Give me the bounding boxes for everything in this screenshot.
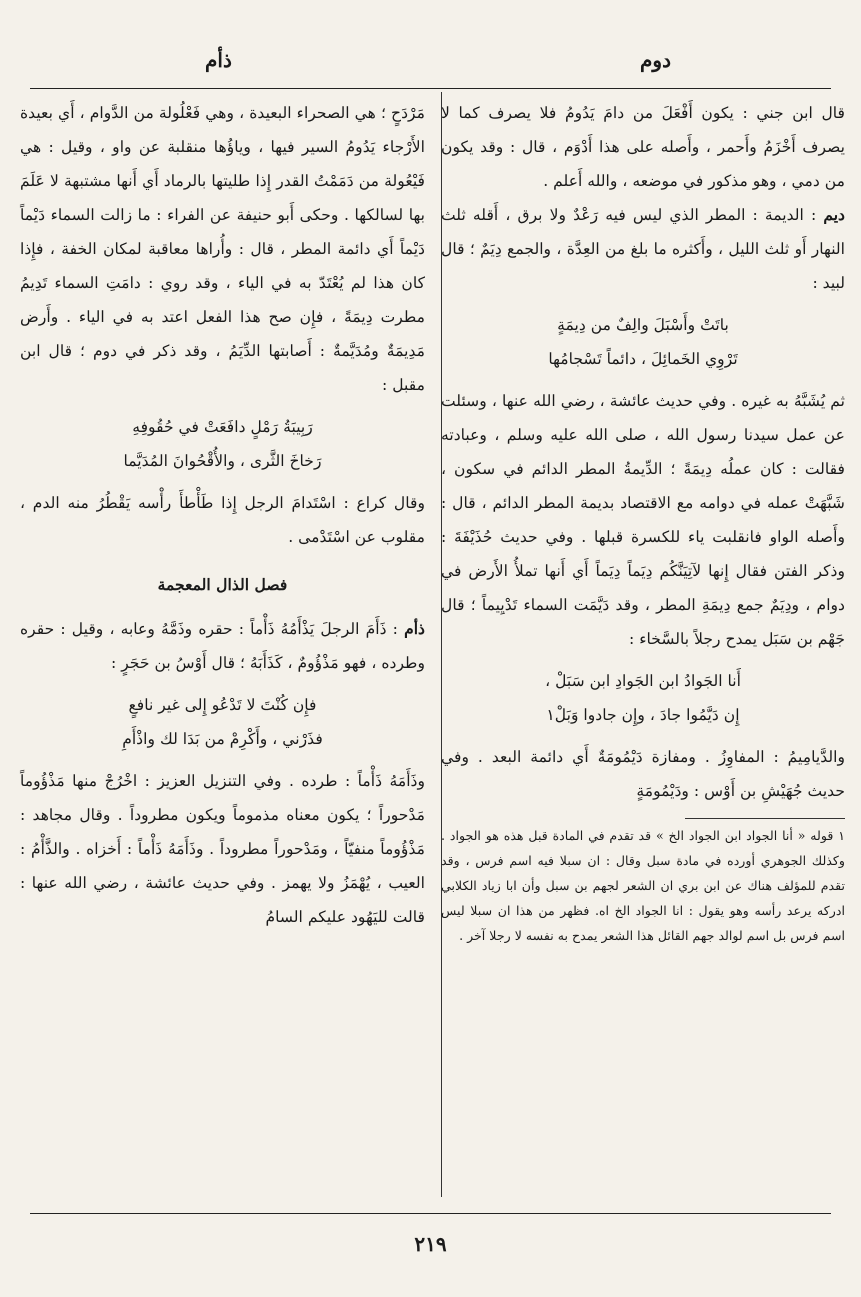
verse <box>441 664 845 732</box>
verse-line: فإِن كُنْتَ لا تَدْعُو إِلى غير نافعٍ <box>128 696 317 714</box>
left-column <box>20 96 425 934</box>
verse-line: فذَرْني ، وأَكْرِمْ من بَدَا لك واذْأَمِ <box>122 730 323 748</box>
entry-paragraph <box>20 612 425 680</box>
verse <box>20 410 425 478</box>
right-column <box>441 96 845 948</box>
verse-line: باتَتْ وأَسْبَلَ والِفٌ من دِيمَةٍ <box>557 316 729 334</box>
paragraph: ثم يُشَبَّهُ به غيره . وفي حديث عائشة ، رضي الله عنها ، وسئلت عن عمل سيدنا رسول الله ، صلى الله عليه وسلم ، وعبادته فقالت : كان عملُه دِيمَةً ؛ الدِّيمةُ المطر الدائم في سكون ، شَبَّهَتْ عمله في دوامه مع الاقتصاد بديمة المطر الدائم ، قال : وأَصله الواو فانقلبت ياء للكسرة قبلها . وفي حديث حُذَيْفَةَ : وذكر الفتن فقال إِنها لآتِيَنَّكُم دِيَماً دِيَماً أَي أَنها تملأُ الأَرض في دوام ، ودِيَمٌ جمع دِيمَةِ المطر ، وقد دَيَّمَت السماء تَدْيِيماً ؛ قال جَهْم بن سَبَل يمدح رجلاً بالسَّخاء : <box>441 392 845 648</box>
section-heading: فصل الذال المعجمة <box>157 575 288 594</box>
header-right-word: دوم <box>640 48 671 72</box>
verse <box>20 688 425 756</box>
paragraph: وذَأَمَهُ ذَأْماً : طرده . وفي التنزيل العزيز : اخْرُجْ منها مَذْؤُوماً مَدْحوراً ؛ يكون معناه مذموماً ويكون مطروداً . وقال مجاهد : مَذْؤُوماً منفيّاً ، ومَدْحوراً مطروداً . وذَأَمَهُ ذَأْماً : أَخزاه . والذَّأْمُ : العيب ، يُهْمَزُ ولا يهمز . وفي حديث عائشة ، رضي الله عنها : قالت لليَهُود عليكم السامُ <box>20 772 425 926</box>
entry-text: : الديمة : المطر الذي ليس فيه رَعْدٌ ولا برق ، أَقله ثلث النهار أَو ثلث الليل ، وأَكثره ما بلغ من العِدَّة ، والجمع دِيَمٌ ؛ قال لبيد : <box>441 206 845 292</box>
entry-headword: ديم <box>823 205 845 224</box>
page-number: ٢١٩ <box>414 1232 447 1256</box>
verse-line: رَبِيبَةُ رَمْلٍ دافَعَتْ في حُقُوفِهِ <box>132 418 313 436</box>
page-header <box>30 48 831 84</box>
paragraph: قال ابن جني : يكون أَفْعَلَ من دامَ يَدُومُ فلا يصرف كما لا يصرف أَخْزَمُ وأَحمر ، وأَصله على هذا أَدْوَم ، قال : وقد يكون من دمي ، وهو مذكور في موضعه ، والله أَعلم . <box>441 104 845 190</box>
top-rule <box>30 88 831 89</box>
entry-text: : ذَأَمَ الرجلَ يَذْأَمُهُ ذَأْماً : حقره وذَمَّهُ وعابه ، وقيل : حقره وطرده ، فهو مَذْؤُومٌ ، كَذَأَبَهُ ؛ قال أَوْسُ بن حَجَرٍ : <box>20 620 425 672</box>
paragraph: والدَّيامِيمُ : المفاوِزُ . ومفازة دَيْمُومَةٌ أَي دائمة البعد . وفي حديث جُهَيْشِ بن أَوْس : ودَيْمُومَةٍ <box>441 748 845 800</box>
verse-line: إِن دَيَّمُوا جادَ ، وإِن جادوا وَبَلْ١ <box>546 706 740 724</box>
paragraph: مَرْدَحٍ ؛ هي الصحراء البعيدة ، وهي فَعْلُولة من الدَّوام ، أَي بعيدة الأَرْجاء يَدُومُ السير فيها ، وياؤُها منقلبة عن واو ، وقيل : هي فَيْعُولة من دَمَمْتُ القدر إِذا طليتها بالرماد أَي أَنها مشتبهة لا عَلَمَ بها لسالكها . وحكى أَبو حنيفة عن الفراء : ما زالت السماء دَيْماً دَيْماً أَي دائمة المطر ، قال : وأُراها معاقبة لمكان الخفة ، فإِذا كان هذا لم يُعْتَدّ به في الياء ، وقد روي : دامَتِ السماء تَدِيمُ مطرت دِيمَةً ، فإِن صح هذا الفعل اعتد به في الياء . وأَرض مَدِيمَةٌ ومُدَيَّمةٌ : أَصابتها الدِّيَمُ ، وقد ذكر في دوم ؛ قال ابن مقبل : <box>20 104 425 394</box>
verse-line: رَخاخَ الثَّرى ، والأُقْحُوانَ المُدَيَّما <box>123 452 322 470</box>
bottom-rule <box>30 1213 831 1214</box>
header-left-word: ذأم <box>205 48 232 72</box>
entry-paragraph <box>441 198 845 300</box>
entry-headword: ذأم <box>404 619 425 638</box>
verse <box>441 308 845 376</box>
footnote: ١ قوله « أنا الجواد ابن الجواد الخ » قد تقدم في المادة قبل هذه هو الجواد . وكذلك الجوهري أورده في مادة سبل وقال : ان سبلا فيه اسم فرس ، وقد تقدم للمؤلف هناك عن ابن بري ان الشعر لجهم بن سبل وأن ابا زياد الكلابي ادركه يرعد رأسه وهو يقول : انا الجواد الخ اه. فظهر من هذا ان سبلا ليس اسم فرس بل اسم لوالد جهم القائل هذا الشعر يمدح به نفسه لا رجلا آخر . <box>441 828 845 943</box>
verse-line: أَنا الجَوادُ ابن الجَوادِ ابن سَبَلْ ، <box>545 672 741 690</box>
footnote-rule <box>685 818 845 819</box>
verse-line: تَرْوِي الخَمائِلَ ، دائماً تَسْجامُها <box>548 350 738 368</box>
paragraph: وقال كراع : اسْتَدامَ الرجل إِذا طَأْطأَ رأْسه يَقْطُرُ منه الدم ، مقلوب عن اسْتَدْمى . <box>20 494 425 546</box>
